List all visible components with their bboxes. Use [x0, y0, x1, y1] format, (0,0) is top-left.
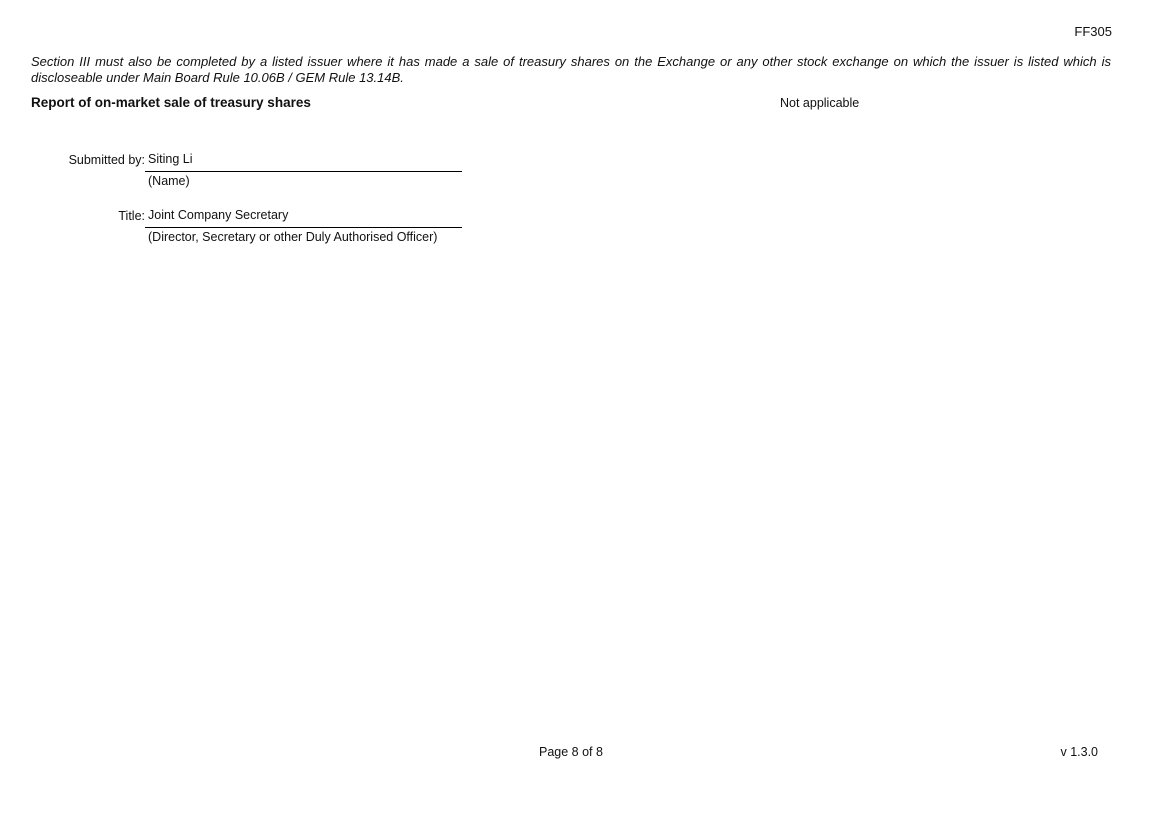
title-field — [31, 207, 462, 245]
report-section-heading: Report of on-market sale of treasury shares — [31, 95, 311, 110]
submitted-by-field — [31, 151, 462, 189]
submitted-by-caption: (Name) — [148, 174, 190, 188]
section-instruction-note: Section III must also be completed by a listed issuer where it has made a sale of treasury shares on the Exchange or any other stock exchange on which the issuer is listed which is discloseable under Main Board Rule 10.06B / GEM Rule 13.14B. — [31, 54, 1111, 85]
title-row — [31, 207, 462, 228]
version-label: v 1.3.0 — [1060, 745, 1098, 759]
form-code: FF305 — [1074, 24, 1112, 39]
submitted-by-row — [31, 151, 462, 172]
submitted-by-label: Submitted by: — [68, 153, 145, 167]
title-label: Title: — [118, 209, 145, 223]
title-value: Joint Company Secretary — [145, 207, 462, 228]
report-status-value: Not applicable — [780, 96, 860, 110]
page-indicator: Page 8 of 8 — [539, 745, 603, 759]
title-caption: (Director, Secretary or other Duly Authorised Officer) — [148, 230, 438, 244]
report-section-row — [31, 94, 1111, 112]
submitted-by-value: Siting Li — [145, 151, 462, 172]
